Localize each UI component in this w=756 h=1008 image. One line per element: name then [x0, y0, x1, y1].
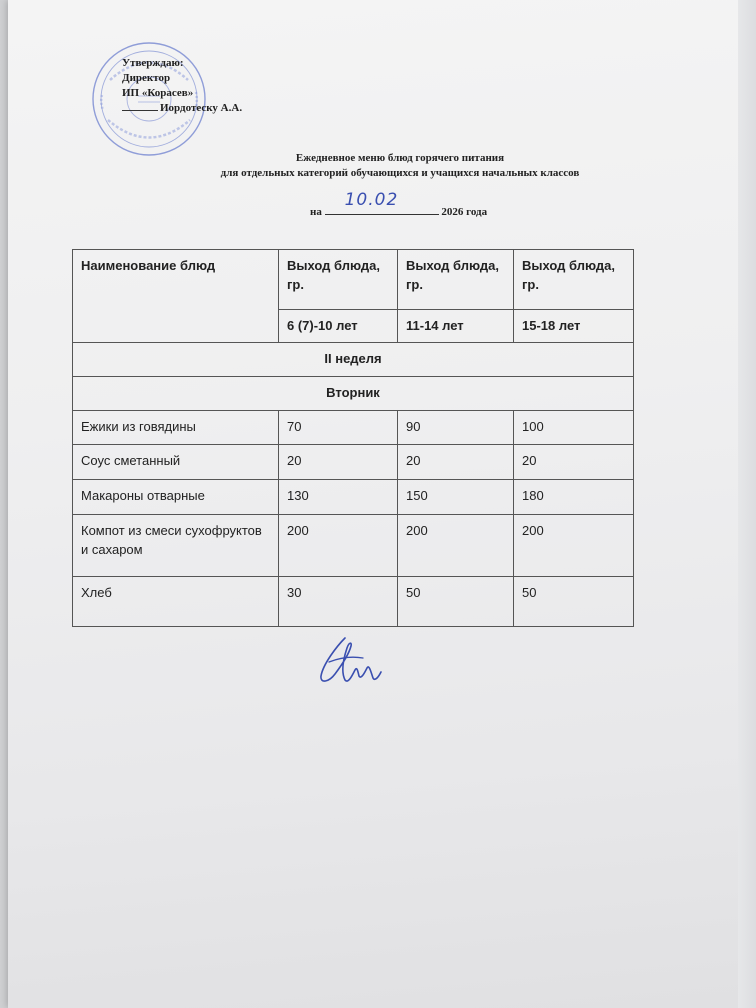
age-group-1: 6 (7)-10 лет — [279, 310, 398, 343]
approval-line-4 — [122, 101, 242, 116]
dish-yield-3: 200 — [514, 515, 634, 577]
header-dish-name: Наименование блюд — [73, 250, 279, 343]
dish-name: Макароны отварные — [73, 480, 279, 515]
menu-table — [72, 249, 634, 627]
age-group-2: 11-14 лет — [398, 310, 514, 343]
table-row — [73, 577, 634, 627]
dish-yield-1: 20 — [279, 445, 398, 480]
table-header-row — [73, 250, 634, 310]
age-group-3: 15-18 лет — [514, 310, 634, 343]
header-yield-3: Выход блюда, гр. — [514, 250, 634, 310]
dish-yield-1: 200 — [279, 515, 398, 577]
week-label: II неделя — [73, 343, 634, 377]
dish-yield-1: 30 — [279, 577, 398, 627]
week-row — [73, 343, 634, 377]
approval-line-2: Директор — [122, 72, 171, 84]
day-row — [73, 377, 634, 411]
signature-blank — [122, 110, 158, 111]
dish-yield-2: 150 — [398, 480, 514, 515]
dish-yield-2: 200 — [398, 515, 514, 577]
header-yield-1: Выход блюда, гр. — [279, 250, 398, 310]
dish-name: Ежики из говядины — [73, 411, 279, 445]
dish-yield-3: 180 — [514, 480, 634, 515]
dish-yield-3: 20 — [514, 445, 634, 480]
header-yield-2: Выход блюда, гр. — [398, 250, 514, 310]
handwritten-signature — [315, 632, 383, 692]
table-row — [73, 480, 634, 515]
dish-yield-2: 50 — [398, 577, 514, 627]
approval-line-3: ИП «Корасев» — [122, 87, 194, 99]
dish-yield-3: 100 — [514, 411, 634, 445]
date-handwritten: 10.02 — [344, 190, 399, 210]
dish-yield-2: 90 — [398, 411, 514, 445]
dish-yield-3: 50 — [514, 577, 634, 627]
menu-date — [310, 190, 488, 218]
table-row — [73, 445, 634, 480]
director-name: Иордотеску А.А. — [160, 102, 243, 114]
approval-line-1: Утверждаю: — [122, 57, 184, 69]
table-row — [73, 515, 634, 577]
background-right — [738, 0, 756, 1008]
date-prefix: на — [310, 206, 322, 218]
dish-name: Компот из смеси сухофруктов и сахаром — [73, 515, 279, 577]
dish-yield-2: 20 — [398, 445, 514, 480]
document-title: Ежедневное меню блюд горячего питания — [295, 152, 505, 164]
approval-block — [122, 56, 242, 116]
dish-name: Соус сметанный — [73, 445, 279, 480]
date-suffix: 2026 года — [441, 206, 488, 218]
day-label: Вторник — [73, 377, 634, 411]
table-row — [73, 411, 634, 445]
dish-yield-1: 130 — [279, 480, 398, 515]
document-subtitle: для отдельных категорий обучающихся и учащихся начальных классов — [220, 167, 580, 179]
date-blank — [325, 190, 439, 215]
dish-yield-1: 70 — [279, 411, 398, 445]
dish-name: Хлеб — [73, 577, 279, 627]
